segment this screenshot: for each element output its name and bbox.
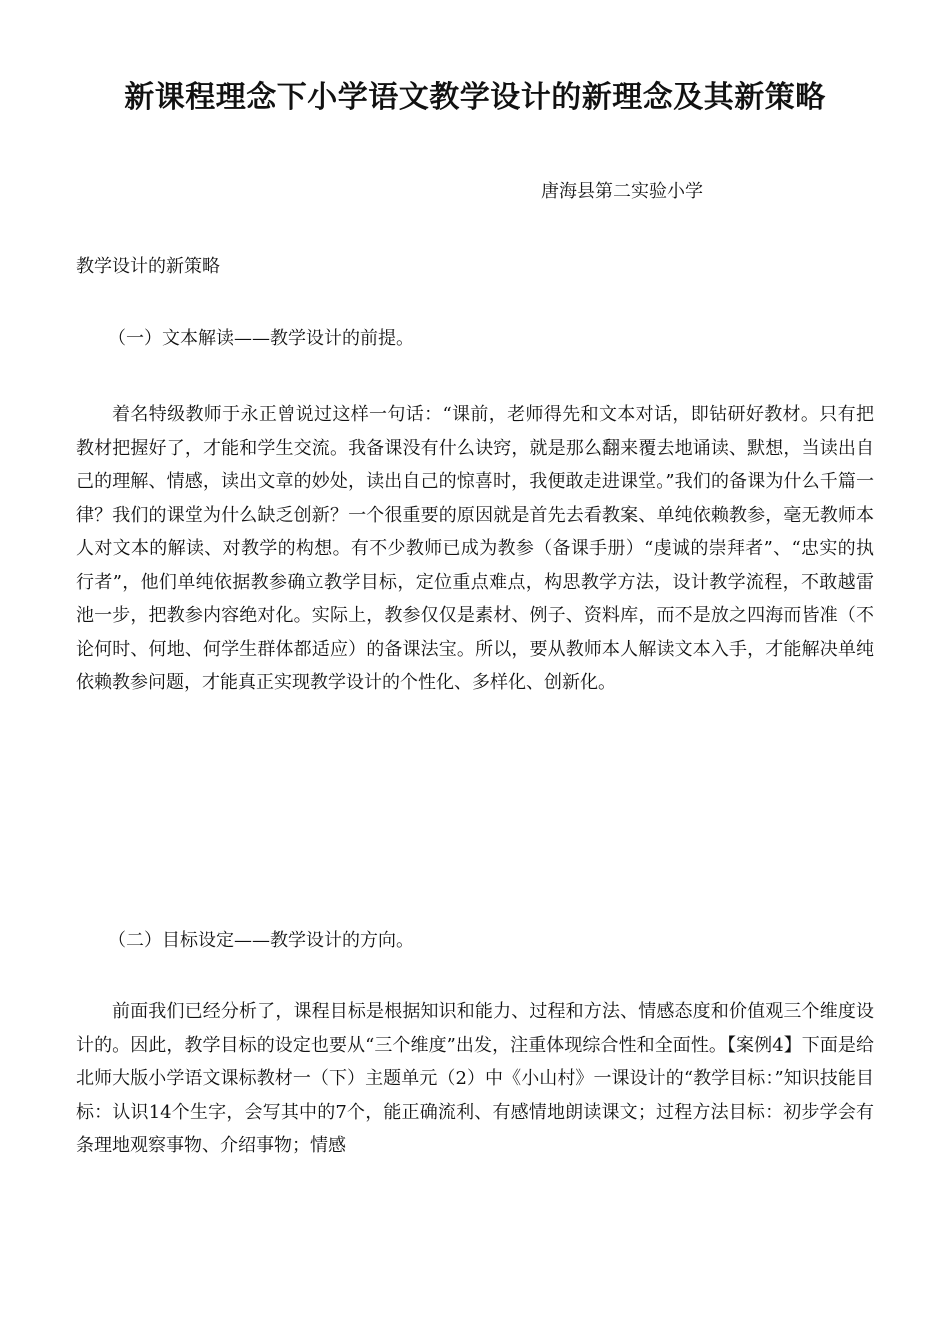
paragraph-2: 前面我们已经分析了，课程目标是根据知识和能力、过程和方法、情感态度和价值观三个维度设计的。因此，教学目标的设定也要从“三个维度”出发，注重体现综合性和全面性。【案例4】下面是给北师大版小学语文课标教材一（下）主题单元（2）中《小山村》一课设计的“教学目标：”知识技能目标：认识14个生字，会写其中的7个，能正确流利、有感情地朗读课文；过程方法目标：初步学会有条理地观察事物、介绍事物；情感 [76,1001,874,1156]
document-title: 新课程理念下小学语文教学设计的新理念及其新策略 [124,80,826,115]
section-heading: 教学设计的新策略 [76,256,220,277]
author-affiliation: 唐海县第二实验小学 [541,181,703,202]
subsection-heading-2: （二）目标设定——教学设计的方向。 [108,930,414,951]
subsection-heading-1: （一）文本解读——教学设计的前提。 [108,328,414,349]
paragraph-1: 着名特级教师于永正曾说过这样一句话：“课前，老师得先和文本对话，即钻研好教材。只有把教材把握好了，才能和学生交流。我备课没有什么诀窍，就是那么翻来覆去地诵读、默想，当读出自己的理解、情感，读出文章的妙处，读出自己的惊喜时，我便敢走进课堂。”我们的备课为什么千篇一律？我们的课堂为什么缺乏创新？一个很重要的原因就是首先去看教案、单纯依赖教参，毫无教师本人对文本的解读、对教学的构想。有不少教师已成为教参（备课手册）“虔诚的崇拜者”、“忠实的执行者”，他们单纯依据教参确立教学目标，定位重点难点，构思教学方法，设计教学流程，不敢越雷池一步，把教参内容绝对化。实际上，教参仅仅是素材、例子、资料库，而不是放之四海而皆准（不论何时、何地、何学生群体都适应）的备课法宝。所以，要从教师本人解读文本入手，才能解决单纯依赖教参问题，才能真正实现教学设计的个性化、多样化、创新化。 [76,404,874,693]
